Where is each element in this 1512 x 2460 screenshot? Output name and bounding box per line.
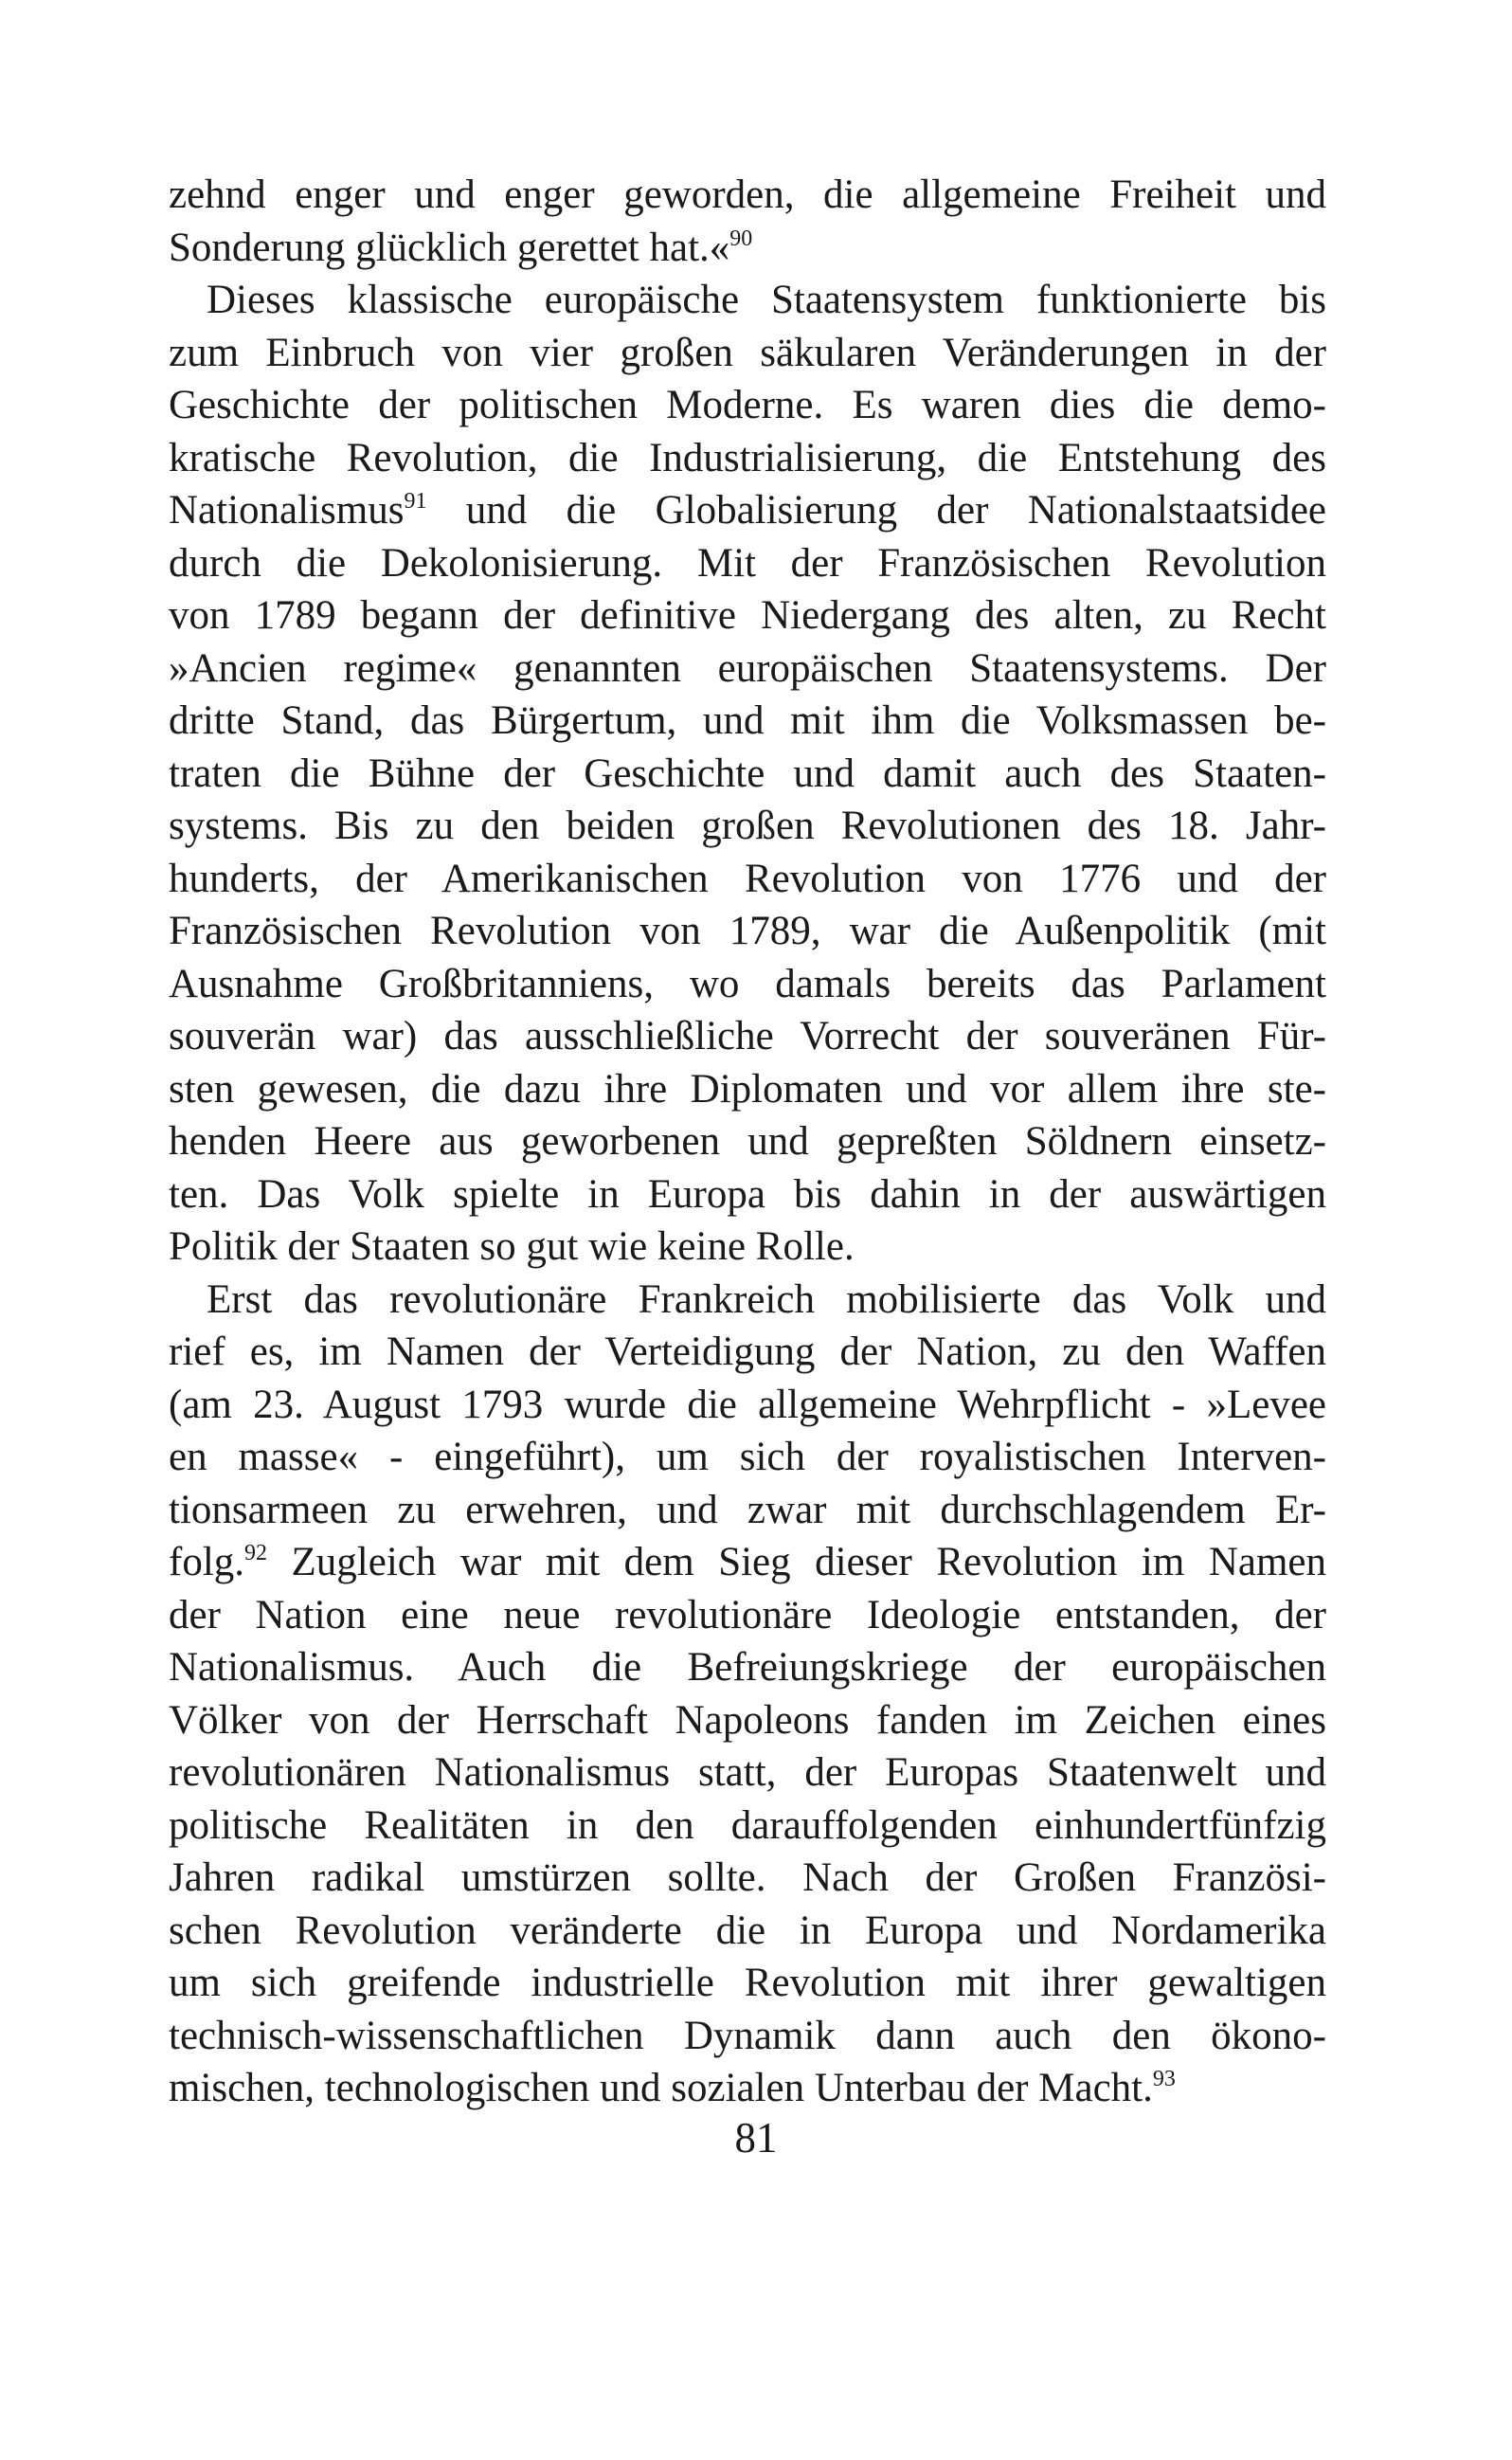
text-line: [169, 958, 1326, 1011]
line-text: tionsarmeen zu erwehren, und zwar mit durchschlagendem Er-: [169, 1487, 1326, 1532]
line-text-continued: und die Globalisierung der Nationalstaatsidee: [426, 488, 1326, 533]
text-line: [169, 2010, 1326, 2063]
footnote-marker[interactable]: 90: [729, 226, 753, 251]
line-text: »Ancien regime« genannten europäischen Staatensystems. Der: [169, 645, 1326, 691]
text-line: [169, 432, 1326, 485]
line-text: Jahren radikal umstürzen sollte. Nach der Großen Französi-: [169, 1855, 1326, 1900]
line-text: Völker von der Herrschaft Napoleons fanden im Zeichen eines: [169, 1697, 1326, 1743]
line-text: systems. Bis zu den beiden großen Revolutionen des 18. Jahr-: [169, 804, 1326, 848]
line-text: henden Heere aus geworbenen und gepreßten Söldnern einsetz-: [169, 1119, 1326, 1164]
line-text: zum Einbruch von vier großen säkularen Veränderungen in der: [169, 330, 1326, 375]
text-line: [169, 1536, 1326, 1589]
text-line: [169, 642, 1326, 696]
footnote-marker[interactable]: 92: [244, 1541, 268, 1565]
text-line: [169, 222, 1326, 275]
line-text: durch die Dekolonisierung. Mit der Französischen Revolution: [169, 540, 1326, 586]
line-text: schen Revolution veränderte die in Europa und Nordamerika: [169, 1908, 1326, 1953]
line-text: sten gewesen, die dazu ihre Diplomaten und vor allem ihre ste-: [169, 1066, 1326, 1112]
text-line: [169, 748, 1326, 801]
line-text: Ausnahme Großbritanniens, wo damals bereits das Parlament: [169, 961, 1326, 1006]
text-line: [169, 537, 1326, 590]
line-text: technisch-wissenschaftlichen Dynamik dann auch den ökono-: [169, 2013, 1326, 2058]
line-text: um sich greifende industrielle Revolution mit ihrer gewaltigen: [169, 1961, 1326, 2005]
line-text: hunderts, der Amerikanischen Revolution von 1776 und der: [169, 856, 1326, 901]
text-line: [169, 853, 1326, 906]
text-line: [169, 1431, 1326, 1484]
page-number: 81: [734, 2114, 778, 2162]
line-text: souverän war) das ausschließliche Vorrecht der souveränen Für-: [169, 1014, 1326, 1058]
line-text: Geschichte der politischen Moderne. Es waren dies die demo-: [169, 383, 1326, 427]
text-line: [169, 169, 1326, 222]
line-text: von 1789 begann der definitive Niedergang des alten, zu Recht: [169, 593, 1326, 638]
line-text: revolutionären Nationalismus statt, der Europas Staatenwelt und: [169, 1750, 1326, 1795]
text-line: [169, 1484, 1326, 1537]
text-line: [169, 484, 1326, 537]
body-text: [169, 169, 1326, 2115]
line-text-continued: Zugleich war mit dem Sieg dieser Revolution im Namen: [267, 1540, 1326, 1584]
text-line: [169, 1221, 1326, 1274]
line-text: Nationalismus: [169, 488, 405, 533]
text-line: [169, 1905, 1326, 1958]
text-line: [169, 1168, 1326, 1221]
text-line: [169, 1694, 1326, 1747]
line-text: Dieses klassische europäische Staatensystem funktionierte bis: [207, 278, 1326, 322]
line-text: Politik der Staaten so gut wie keine Rolle.: [169, 1224, 855, 1269]
text-line: [169, 2062, 1326, 2115]
line-text: rief es, im Namen der Verteidigung der Nation, zu den Waffen: [169, 1329, 1326, 1374]
line-text: Erst das revolutionäre Frankreich mobilisierte das Volk und: [207, 1276, 1326, 1322]
text-line: [169, 589, 1326, 642]
text-line: [169, 1115, 1326, 1168]
paragraph: [169, 169, 1326, 274]
text-line: [169, 1641, 1326, 1694]
line-text: Sonderung glücklich gerettet hat.«: [169, 225, 730, 270]
text-line: [169, 1326, 1326, 1379]
text-line: [169, 1589, 1326, 1642]
text-line: [169, 1274, 1326, 1327]
text-line: [169, 1010, 1326, 1063]
text-line: [169, 327, 1326, 380]
text-line: [169, 1800, 1326, 1853]
line-text: kratische Revolution, die Industrialisierung, die Entstehung des: [169, 435, 1326, 480]
text-line: [169, 695, 1326, 748]
text-line: [169, 1746, 1326, 1800]
text-line: [169, 1063, 1326, 1116]
text-line: [169, 905, 1326, 958]
text-line: [169, 1957, 1326, 2010]
line-text: traten die Bühne der Geschichte und damit auch des Staaten-: [169, 751, 1326, 796]
line-text: politische Realitäten in den darauffolgenden einhundertfünfzig: [169, 1802, 1326, 1848]
line-text: Französischen Revolution von 1789, war die Außenpolitik (mit: [169, 909, 1326, 953]
text-line: [169, 274, 1326, 327]
line-text: dritte Stand, das Bürgertum, und mit ihm die Volksmassen be-: [169, 698, 1326, 743]
line-text: folg.: [169, 1540, 245, 1584]
line-text: zehnd enger und enger geworden, die allgemeine Freiheit und: [169, 172, 1326, 217]
line-text: mischen, technologischen und sozialen Unterbau der Macht.: [169, 2066, 1153, 2110]
text-line: [169, 379, 1326, 432]
text-line: [169, 800, 1326, 853]
footnote-marker[interactable]: 93: [1152, 2067, 1176, 2091]
line-text: en masse« - eingeführt), um sich der royalistischen Interven-: [169, 1435, 1326, 1479]
line-text: ten. Das Volk spielte in Europa bis dahin in der auswärtigen: [169, 1171, 1326, 1217]
footnote-marker[interactable]: 91: [404, 489, 427, 514]
line-text: der Nation eine neue revolutionäre Ideologie entstanden, der: [169, 1592, 1326, 1637]
paragraph: [169, 1274, 1326, 2115]
text-line: [169, 1852, 1326, 1905]
text-line: [169, 1379, 1326, 1432]
line-text: Nationalismus. Auch die Befreiungskriege der europäischen: [169, 1645, 1326, 1690]
paragraph: [169, 274, 1326, 1274]
line-text: (am 23. August 1793 wurde die allgemeine Wehrpflicht - »Levee: [169, 1382, 1326, 1427]
